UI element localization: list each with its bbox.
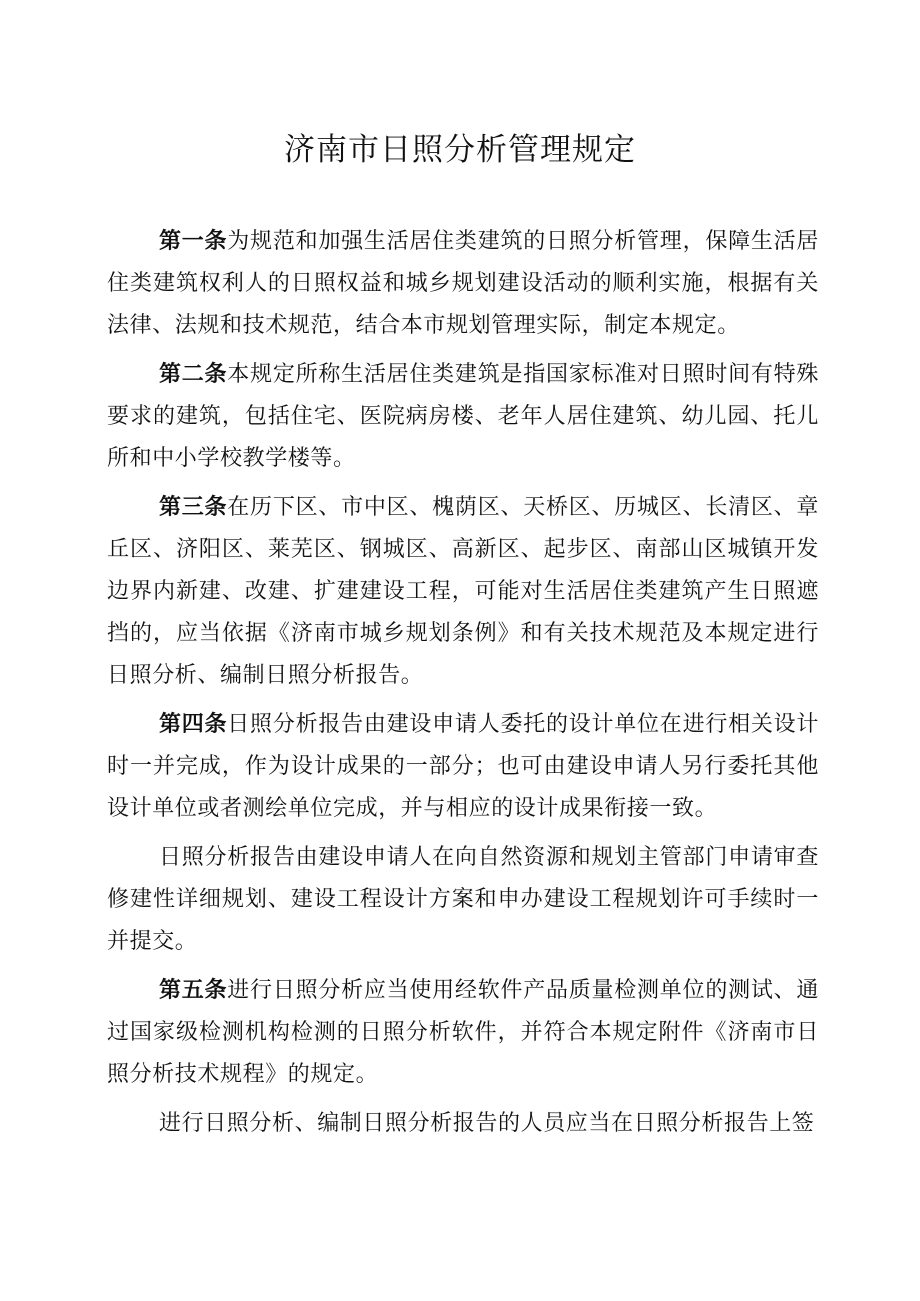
article-4-paragraph — [107, 703, 819, 830]
article-4-text: 日照分析报告由建设申请人委托的设计单位在进行相关设计时一并完成，作为设计成果的一部分；也可由建设申请人另行委托其他设计单位或者测绘单位完成，并与相应的设计成果衔接一致。 — [107, 712, 819, 821]
article-2-heading: 第二条 — [159, 361, 228, 387]
article-1-text: 为规范和加强生活居住类建筑的日照分析管理，保障生活居住类建筑权利人的日照权益和城乡规划建设活动的顺利实施，根据有关法律、法规和技术规范，结合本市规划管理实际，制定本规定。 — [107, 229, 819, 338]
article-4-heading: 第四条 — [159, 711, 228, 737]
article-4-continuation-text: 日照分析报告由建设申请人在向自然资源和规划主管部门申请审查修建性详细规划、建设工程设计方案和申办建设工程规划许可手续时一并提交。 — [107, 845, 819, 954]
article-3-paragraph — [107, 486, 819, 697]
article-5-heading: 第五条 — [159, 977, 228, 1003]
article-1-heading: 第一条 — [159, 228, 228, 254]
article-4-continuation-paragraph — [107, 836, 819, 963]
article-5-continuation-paragraph — [107, 1102, 819, 1145]
article-5-paragraph — [107, 969, 819, 1096]
article-5-continuation-text: 进行日照分析、编制日照分析报告的人员应当在日照分析报告上签 — [159, 1111, 815, 1136]
article-2-paragraph — [107, 353, 819, 480]
article-2-text: 本规定所称生活居住类建筑是指国家标准对日照时间有特殊要求的建筑，包括住宅、医院病房楼、老年人居住建筑、幼儿园、托儿所和中小学校教学楼等。 — [107, 362, 819, 471]
article-3-text: 在历下区、市中区、槐荫区、天桥区、历城区、长清区、章丘区、济阳区、莱芜区、钢城区、高新区、起步区、南部山区城镇开发边界内新建、改建、扩建建设工程，可能对生活居住类建筑产生日照遮挡的，应当依据《济南市城乡规划条例》和有关技术规范及本规定进行日照分析、编制日照分析报告。 — [107, 495, 819, 688]
article-1-paragraph — [107, 220, 819, 347]
document-body — [107, 220, 819, 1151]
article-3-heading: 第三条 — [159, 494, 228, 520]
page-title: 济南市日照分析管理规定 — [284, 132, 636, 168]
article-5-text: 进行日照分析应当使用经软件产品质量检测单位的测试、通过国家级检测机构检测的日照分析软件，并符合本规定附件《济南市日照分析技术规程》的规定。 — [107, 978, 819, 1087]
